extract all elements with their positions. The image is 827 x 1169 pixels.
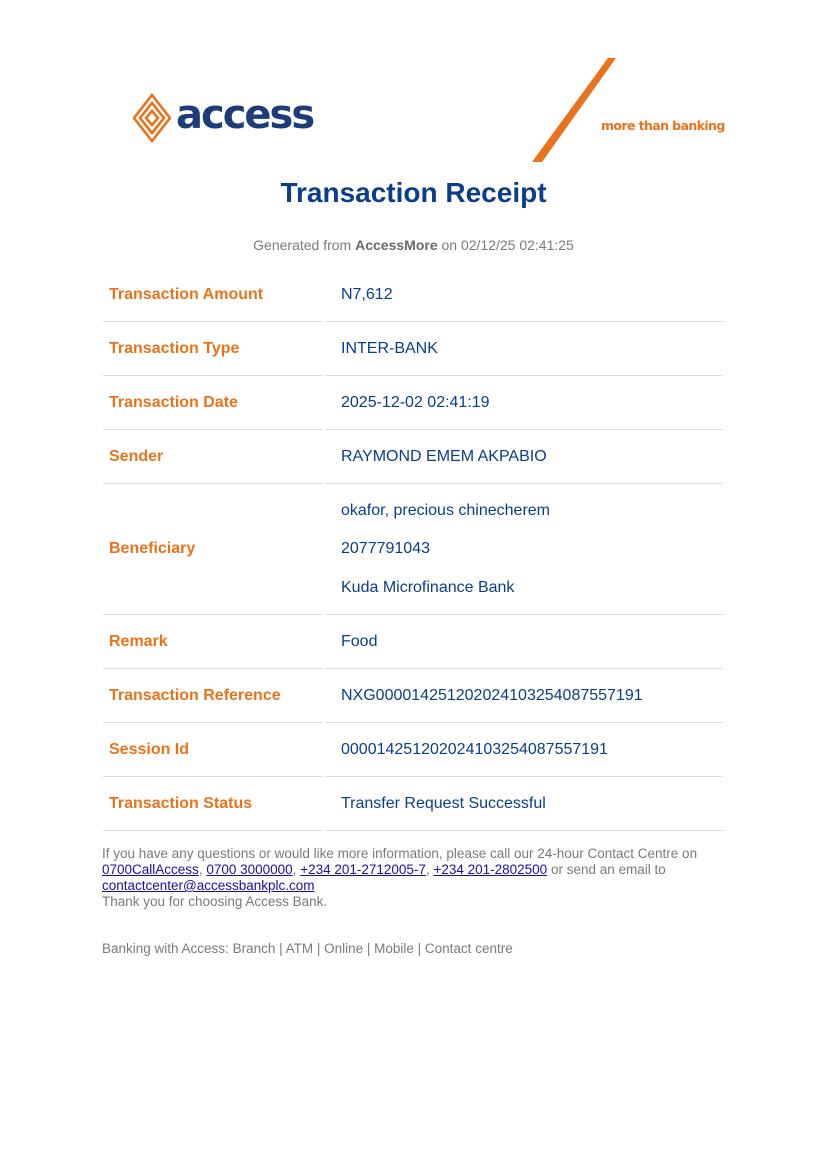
row-value: 000014251202024103254087557191	[326, 723, 723, 777]
row-label: Transaction Type	[103, 322, 323, 376]
table-row	[103, 268, 723, 322]
row-label: Transaction Status	[103, 777, 323, 831]
contact-footer: If you have any questions or would like more information, please call our 24-hour Contact Centre on 0700CallAccess, 0700 3000000, +234 201-2712005-7, +234 201-2802500 or send an email to contactcenter@accessbankplc.com Thank you for choosing Access Bank.	[102, 846, 698, 909]
generated-app: AccessMore	[355, 237, 438, 253]
row-label: Transaction Reference	[103, 669, 323, 723]
table-row	[103, 484, 723, 615]
row-label: Transaction Date	[103, 376, 323, 430]
table-row	[103, 777, 723, 831]
row-label: Beneficiary	[103, 484, 323, 615]
banking-channels: Banking with Access: Branch | ATM | Online | Mobile | Contact centre	[102, 941, 513, 956]
receipt-header	[0, 0, 827, 170]
beneficiary-bank: Kuda Microfinance Bank	[341, 578, 515, 596]
row-label: Transaction Amount	[103, 268, 323, 322]
phone-link-2802500[interactable]: +234 201-2802500	[433, 862, 548, 877]
table-row	[103, 376, 723, 430]
beneficiary-account: 2077791043	[341, 540, 430, 557]
email-intro: or send an email to	[550, 862, 666, 877]
row-label: Remark	[103, 615, 323, 669]
phone-link-0700[interactable]: 0700 3000000	[206, 862, 293, 877]
table-row	[103, 430, 723, 484]
row-value: N7,612	[326, 268, 723, 322]
orange-slash-graphic	[530, 56, 620, 164]
row-value: NXG000014251202024103254087557191	[326, 669, 723, 723]
contact-intro: If you have any questions or would like more information, please call our 24-hour Contact Centre on	[102, 846, 698, 861]
access-logo	[132, 93, 313, 143]
generated-info	[0, 237, 827, 253]
beneficiary-name: okafor, precious chinecherem	[341, 501, 550, 519]
receipt-table	[103, 268, 723, 831]
table-row	[103, 669, 723, 723]
thanks-text: Thank you for choosing Access Bank.	[102, 894, 328, 909]
beneficiary-details	[326, 484, 723, 615]
row-value: INTER-BANK	[326, 322, 723, 376]
table-row	[103, 723, 723, 777]
generated-suffix: on 02/12/25 02:41:25	[441, 237, 574, 253]
phone-link-2712005[interactable]: +234 201-2712005-7	[300, 862, 426, 877]
table-row	[103, 615, 723, 669]
email-link[interactable]: contactcenter@accessbankplc.com	[102, 878, 315, 893]
brand-name: access	[176, 92, 314, 138]
row-value: Food	[326, 615, 723, 669]
row-value: RAYMOND EMEM AKPABIO	[326, 430, 723, 484]
table-row	[103, 322, 723, 376]
tagline: more than banking	[601, 118, 725, 133]
row-value: 2025-12-02 02:41:19	[326, 376, 723, 430]
row-label: Session Id	[103, 723, 323, 777]
row-label: Sender	[103, 430, 323, 484]
page-title: Transaction Receipt	[280, 177, 547, 208]
row-value: Transfer Request Successful	[326, 777, 723, 831]
generated-prefix: Generated from	[253, 237, 352, 253]
phone-link-callaccess[interactable]: 0700CallAccess	[102, 862, 199, 877]
access-diamond-icon	[132, 93, 172, 143]
